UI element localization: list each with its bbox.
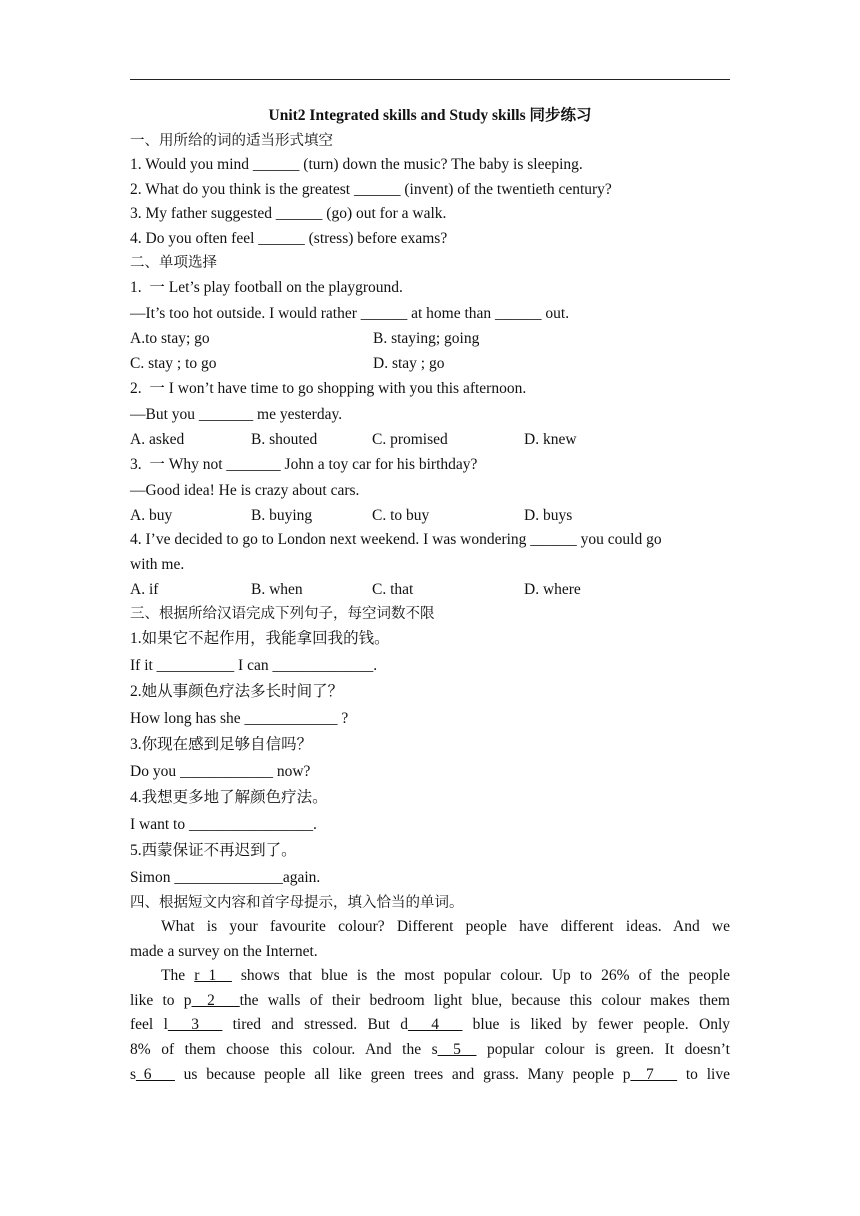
passage-text: feel l [130,1016,168,1034]
option-a: A. asked [130,431,185,448]
passage-line: What is your favourite colour? Different people have different ideas. And we [161,918,730,935]
passage-text: blue is liked by fewer people. Only [462,1016,730,1034]
passage-line [130,1038,730,1063]
option-a: A. buy [130,507,173,524]
option-a: A. if [130,581,159,598]
mc-question-3-options [130,503,730,528]
option-c: C. that [372,581,414,598]
option-b: B. shouted [251,431,318,448]
mc-question-4-prompt: 4. I’ve decided to go to London next weekend. I was wondering ______ you could go [130,531,662,548]
fill-question-4: 4. Do you often feel ______ (stress) before exams? [130,229,448,247]
worksheet-content [130,103,730,1087]
blank-2: __2 __ [191,991,240,1009]
option-d: D. stay ; go [373,355,445,372]
option-a: A.to stay; go [130,330,210,347]
option-b: B. staying; going [373,330,480,347]
passage-text: like to p [130,991,192,1009]
blank-4: ___4___ [408,1016,463,1034]
fill-question-3: 3. My father suggested ______ (go) out for a walk. [130,205,447,222]
blank-7: __7___ [630,1065,678,1083]
mc-question-4-options [130,577,730,602]
translate-item-5-chinese: 5.西蒙保证不再迟到了。 [130,842,297,859]
option-d: D. knew [524,431,577,448]
passage-line [130,964,730,989]
mc-question-2-prompt: 2. 一 I won’t have time to go shopping with you this afternoon. [130,380,527,397]
option-d: D. where [524,581,581,598]
passage-text: popular colour is green. It doesn’t [476,1040,730,1058]
passage-line [130,989,730,1014]
translate-item-4-chinese: 4.我想更多地了解颜色疗法。 [130,789,328,806]
translate-item-2-english: How long has she ____________ ? [130,709,349,727]
header-rule [130,79,730,80]
mc-question-3-reply: —Good idea! He is crazy about cars. [130,481,360,499]
fill-question-1: 1. Would you mind ______ (turn) down the music? The baby is sleeping. [130,156,583,173]
mc-question-4-prompt-cont: with me. [130,555,185,573]
fill-question-2: 2. What do you think is the greatest ______ (invent) of the twentieth century? [130,180,612,198]
translate-item-1-chinese: 1.如果它不起作用，我能拿回我的钱。 [130,630,390,647]
section-heading-4: 四、根据短文内容和首字母提示，填入恰当的单词。 [130,895,464,911]
option-c: C. promised [372,431,448,448]
section-heading-2: 二、单项选择 [130,255,217,271]
translate-item-1-english: If it __________ I can _____________. [130,656,378,674]
passage-text: tired and stressed. But d [222,1016,409,1034]
passage-text: us because people all like green trees and grass. Many people p [174,1065,631,1083]
mc-question-3-prompt: 3. 一 Why not _______ John a toy car for his birthday? [130,456,478,473]
cloze-passage [130,915,730,1087]
mc-question-1-options-row-1 [130,326,730,351]
passage-text: s [130,1065,137,1083]
blank-3: ___3___ [167,1016,223,1034]
mc-question-1-options-row-2 [130,351,730,376]
translate-item-4-english: I want to ________________. [130,815,317,833]
passage-line: made a survey on the Internet. [130,942,318,960]
mc-question-2-options [130,427,730,452]
mc-question-1-prompt: 1. 一 Let’s play football on the playground. [130,279,403,296]
passage-text: The [161,967,195,985]
blank-6: _6___ [136,1065,175,1083]
option-d: D. buys [524,507,573,524]
section-heading-1: 一、用所给的词的适当形式填空 [130,133,333,149]
blank-5: __5__ [437,1040,477,1058]
mc-question-2-reply: —But you _______ me yesterday. [130,405,343,423]
passage-text: to live [677,1065,730,1083]
passage-text: shows that blue is the most popular colour. Up to 26% of the people [231,967,730,985]
passage-line [130,1063,730,1088]
option-b: B. when [251,581,303,598]
section-heading-3: 三、根据所给汉语完成下列句子，每空词数不限 [130,606,435,622]
passage-line [130,1013,730,1038]
option-b: B. buying [251,507,313,524]
translate-item-5-english: Simon ______________again. [130,868,321,886]
blank-1: r 1__ [194,967,232,985]
translate-item-3-chinese: 3.你现在感到足够自信吗？ [130,736,313,753]
translate-item-3-english: Do you ____________ now? [130,762,311,780]
passage-text: the walls of their bedroom light blue, because this colour makes them [239,991,730,1009]
mc-question-1-reply: —It’s too hot outside. I would rather ______ at home than ______ out. [130,304,570,322]
option-c: C. stay ; to go [130,355,217,372]
option-c: C. to buy [372,507,430,524]
passage-text: 8% of them choose this colour. And the s [130,1040,438,1058]
translate-item-2-chinese: 2.她从事颜色疗法多长时间了？ [130,683,344,700]
page-title: Unit2 Integrated skills and Study skills 同步练习 [268,107,592,124]
